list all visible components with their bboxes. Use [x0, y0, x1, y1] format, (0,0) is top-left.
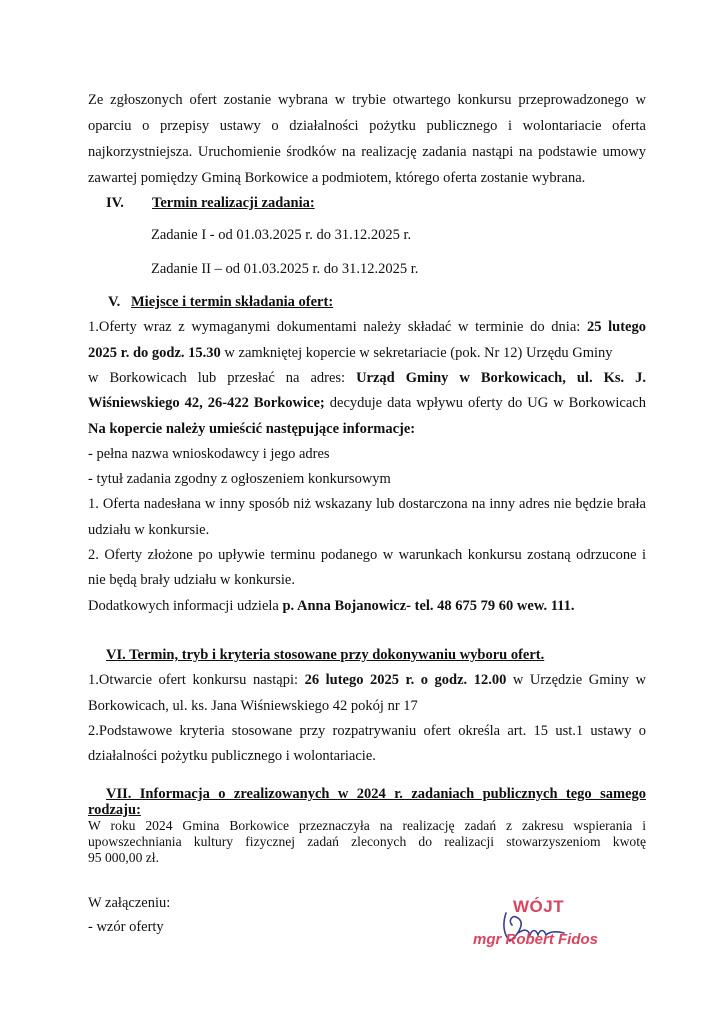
opening-place: w Urzędzie Gminy w [506, 672, 646, 688]
opening-date: 26 lutego 2025 r. o godz. 12.00 [304, 672, 507, 688]
intro-line-2: oparciu o przepisy ustawy o działalności pożytku publicznego i wolontariacie oferta [88, 118, 646, 134]
section-5-line-2 [88, 344, 646, 362]
address-part-2: Wiśniewskiego 42, 26-422 Borkowice; [88, 395, 325, 411]
intro-line-4: zawartej pomiędzy Gminą Borkowice a podmiotem, którego oferta zostanie wybrana. [88, 170, 586, 186]
envelope-bullet-1: - pełna nazwa wnioskodawcy i jego adres [88, 446, 330, 462]
section-6-line-2: Borkowicach, ul. ks. Jana Wiśniewskiego 42 pokój nr 17 [88, 698, 418, 714]
envelope-heading: Na kopercie należy umieścić następujące informacje: [88, 421, 416, 437]
signature-title: WÓJT [513, 897, 565, 916]
envelope-bullet-2: - tytuł zadania zgodny z ogłoszeniem konkursowym [88, 471, 391, 487]
section-4-title: Termin realizacji zadania: [152, 195, 315, 211]
section-5-line-3 [88, 369, 646, 387]
note-1-line-1: 1. Oferta nadesłana w inny sposób niż wskazany lub dostarczona na inny adres nie będzie brała [88, 496, 646, 512]
note-2-line-2: nie będą brały udziału w konkursie. [88, 572, 295, 588]
section-7-line-3: 95 000,00 zł. [88, 850, 159, 865]
intro-line-3: najkorzystniejsza. Uruchomienie środków na realizację zadania nastąpi na podstawie umowy [88, 144, 646, 160]
section-7-line-1: W roku 2024 Gmina Borkowice przeznaczyła na realizację zadań z zakresu wspierania i [88, 818, 646, 833]
section-7-title-line-1: VII. Informacja o zrealizowanych w 2024 r. zadaniach publicznych tego samego [106, 786, 646, 802]
section-6-line-3: 2.Podstawowe kryteria stosowane przy rozpatrywaniu ofert określa art. 15 ust.1 ustawy o [88, 723, 646, 739]
note-1-line-2: udziału w konkursie. [88, 522, 210, 538]
deadline-text: 1.Oferty wraz z wymaganymi dokumentami należy składać w terminie do dnia: [88, 319, 587, 335]
section-5-number: V. [108, 294, 121, 310]
contact-intro: Dodatkowych informacji udziela [88, 598, 283, 614]
attachment-item: - wzór oferty [88, 919, 164, 935]
contact-person: p. Anna Bojanowicz- tel. 48 675 79 60 wew. 111. [282, 598, 575, 614]
section-5-line-1 [88, 318, 646, 336]
section-5-line-4 [88, 394, 646, 412]
section-6-line-4: działalności pożytku publicznego i wolontariacie. [88, 748, 376, 764]
section-4-number: IV. [106, 195, 124, 211]
attachment-label: W załączeniu: [88, 895, 171, 911]
section-6-line-1 [88, 671, 646, 689]
note-2-line-1: 2. Oferty złożone po upływie terminu podanego w warunkach konkursu zostaną odrzucone i [88, 547, 646, 563]
opening-text: 1.Otwarcie ofert konkursu nastąpi: [88, 672, 305, 688]
section-4-item-1: Zadanie I - od 01.03.2025 r. do 31.12.2025 r. [151, 227, 412, 243]
contact-info [88, 597, 646, 615]
section-4-item-2: Zadanie II – od 01.03.2025 r. do 31.12.2025 r. [151, 261, 419, 277]
address-part-1: Urząd Gminy w Borkowicach, ul. Ks. J. [356, 370, 646, 386]
address-intro: w Borkowicach lub przesłać na adres: [88, 370, 357, 386]
section-5-title: Miejsce i termin składania ofert: [131, 294, 334, 310]
section-7-title-line-2: rodzaju: [88, 802, 141, 818]
deadline-time: 2025 r. do godz. 15.30 [88, 345, 221, 361]
intro-line-1: Ze zgłoszonych ofert zostanie wybrana w trybie otwartego konkursu przeprowadzonego w [88, 92, 646, 108]
deadline-date: 25 lutego [586, 319, 646, 335]
section-6-title: VI. Termin, tryb i kryteria stosowane przy dokonywaniu wyboru ofert. [106, 647, 545, 663]
signature-name: mgr Robert Fidos [473, 931, 599, 948]
address-note: decyduje data wpływu oferty do UG w Borkowicach [324, 395, 646, 411]
deadline-place: w zamkniętej kopercie w sekretariacie (pok. Nr 12) Urzędu Gminy [220, 345, 613, 361]
section-7-line-2: upowszechniania kultury fizycznej zadań zleconych do realizacji stowarzyszeniom kwotę [88, 834, 646, 849]
